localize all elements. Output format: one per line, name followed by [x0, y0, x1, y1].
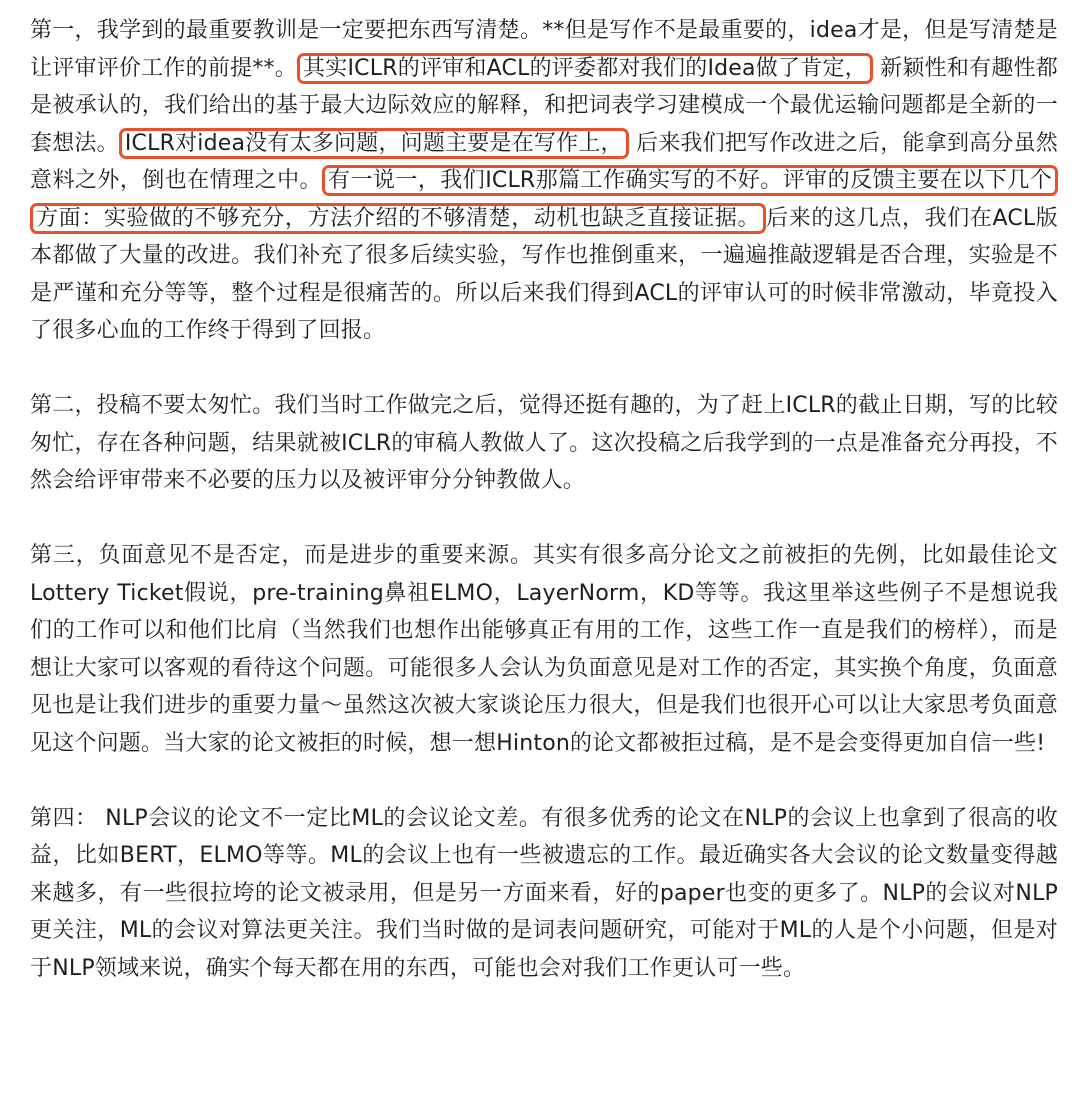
text-segment: 第四： NLP会议的论文不一定比ML的会议论文差。有很多优秀的论文在NLP的会议上也拿到了很高的收益，比如BERT，ELMO等等。ML的会议上也有一些被遗忘的工作。最近确实各大会议的论文数量变得越来越多，有一些很拉垮的论文被录用，但是另一方面来看，好的paper也变的更多了。NLP的会议对NLP更关注，ML的会议对算法更关注。我们当时做的是词表问题研究，可能对于ML的人是个小问题，但是对于NLP领域来说，确实个每天都在用的东西，可能也会对我们工作更认可一些。 [30, 805, 1058, 981]
highlighted-segment: 其实ICLR的评审和ACL的评委都对我们的Idea做了肯定， [297, 53, 873, 84]
text-segment: 后来我们把写作改进之后，能拿到高分虽然意料之外，倒也在情理之中。 [30, 130, 1058, 193]
text-segment: 第一，我学到的最重要教训是一定要把东西写清楚。**但是写作不是最重要的，idea才是，但是写清楚是让评审评价工作的前提**。 [30, 18, 1058, 81]
paragraph-lesson-4 [30, 800, 1058, 988]
highlighted-segment: 有一说一，我们ICLR那篇工作确实写的不好。评审的反馈主要在以下几个方面：实验做的不够充分，方法介绍的不够清楚，动机也缺乏直接证据。 [30, 165, 1058, 234]
text-segment: 新颖性和有趣性都是被承认的，我们给出的基于最大边际效应的解释，和把词表学习建模成一个最优运输问题都是全新的一套想法。 [30, 55, 1058, 156]
paragraph-lesson-3 [30, 537, 1058, 762]
paragraph-lesson-1 [30, 12, 1058, 350]
highlighted-segment: ICLR对idea没有太多问题，问题主要是在写作上， [119, 128, 629, 159]
text-segment: 第二，投稿不要太匆忙。我们当时工作做完之后，觉得还挺有趣的，为了赶上ICLR的截止日期，写的比较匆忙，存在各种问题，结果就被ICLR的审稿人教做人了。这次投稿之后我学到的一点是准备充分再投，不然会给评审带来不必要的压力以及被评审分分钟教做人。 [30, 393, 1058, 493]
paragraph-lesson-2 [30, 387, 1058, 500]
text-segment: 后来的这几点，我们在ACL版本都做了大量的改进。我们补充了很多后续实验，写作也推倒重来，一遍遍推敲逻辑是否合理，实验是不是严谨和充分等等，整个过程是很痛苦的。所以后来我们得到ACL的评审认可的时候非常激动，毕竟投入了很多心血的工作终于得到了回报。 [30, 205, 1058, 343]
text-segment: 第三，负面意见不是否定，而是进步的重要来源。其实有很多高分论文之前被拒的先例，比如最佳论文 Lottery Ticket假说，pre-training鼻祖ELMO，LayerNorm，KD等等。我这里举这些例子不是想说我们的工作可以和他们比肩（当然我们也想作出能够真正有用的工作，这些工作一直是我们的榜样），而是想让大家可以客观的看待这个问题。可能很多人会认为负面意见是对工作的否定，其实换个角度，负面意见也是让我们进步的重要力量～虽然这次被大家谈论压力很大，但是我们也很开心可以让大家思考负面意见这个问题。当大家的论文被拒的时候，想一想Hinton的论文都被拒过稿，是不是会变得更加自信一些! [30, 543, 1058, 756]
